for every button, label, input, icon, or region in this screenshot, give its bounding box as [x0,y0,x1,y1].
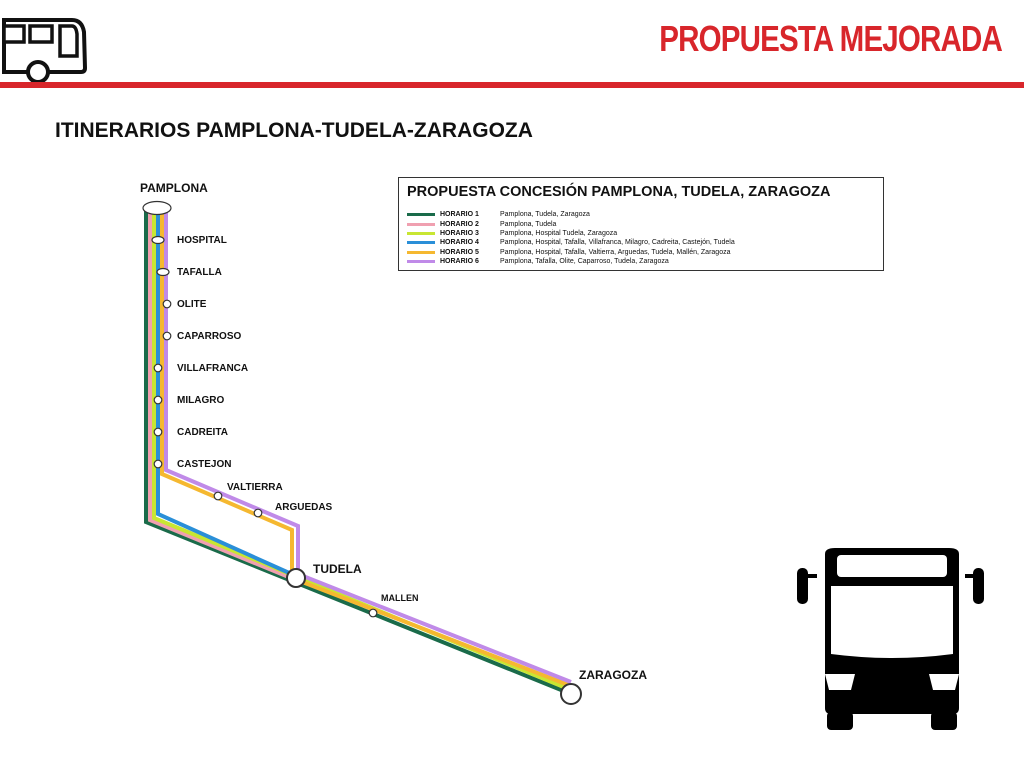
legend-swatch [407,241,435,244]
legend-swatch [407,232,435,235]
stop-marker-olite [163,300,171,308]
stop-label-arguedas: ARGUEDAS [275,502,333,513]
stop-label-valtierra: VALTIERRA [227,482,283,493]
stop-label-tafalla: TAFALLA [177,267,222,278]
stop-marker-pamplona [143,202,171,215]
stop-label-villafranca: VILLAFRANCA [177,363,249,374]
stop-marker-caparroso [163,332,171,340]
legend-name: HORARIO 5 [440,248,479,256]
page-subtitle: ITINERARIOS PAMPLONA-TUDELA-ZARAGOZA [55,119,533,142]
legend-stops: Pamplona, Tudela, Zaragoza [500,211,590,219]
legend-stops: Pamplona, Tudela [500,220,557,228]
legend-row-horario-4 [407,238,735,247]
stop-label-castejon: CASTEJON [177,459,232,470]
stop-marker-tudela [287,569,305,587]
legend-stops: Pamplona, Hospital Tudela, Zaragoza [500,229,618,237]
legend-name: HORARIO 1 [440,211,479,219]
route-line-horario-3 [154,208,571,690]
stop-marker-hospital [152,237,164,244]
page-title: PROPUESTA MEJORADA [659,18,1002,59]
stop-label-olite: OLITE [177,299,207,310]
stop-marker-zaragoza [561,684,581,704]
legend-title: PROPUESTA CONCESIÓN PAMPLONA, TUDELA, ZARAGOZA [407,184,831,200]
stop-label-hospital: HOSPITAL [177,235,227,246]
legend-name: HORARIO 3 [440,229,479,237]
stop-marker-arguedas [254,509,262,517]
legend-swatch [407,223,435,226]
legend-name: HORARIO 4 [440,239,479,247]
legend-name: HORARIO 2 [440,220,479,228]
stop-label-caparroso: CAPARROSO [177,331,242,342]
legend-list [407,210,735,266]
city-label-zaragoza: ZARAGOZA [579,668,647,682]
legend-stops: Pamplona, Tafalla, Olite, Caparroso, Tudela, Zaragoza [500,258,669,266]
legend-name: HORARIO 6 [440,258,479,266]
legend-box [398,177,884,271]
route-line-horario-5 [162,208,571,686]
stop-label-milagro: MILAGRO [177,395,225,406]
city-label-pamplona: PAMPLONA [140,181,208,195]
route-line-horario-1 [146,208,571,694]
legend-row-horario-6 [407,257,735,266]
stop-marker-castejon [154,460,162,468]
stop-marker-mallen [369,609,377,617]
legend-swatch [407,213,435,216]
stop-marker-cadreita [154,428,162,436]
city-label-tudela: TUDELA [313,562,362,576]
stop-marker-villafranca [154,364,162,372]
legend-stops: Pamplona, Hospital, Tafalla, Villafranca, Milagro, Cadreita, Castejón, Tudela [500,239,735,247]
stop-label-mallen: MALLEN [381,593,419,603]
stop-marker-milagro [154,396,162,404]
legend-swatch [407,251,435,254]
stop-marker-tafalla [157,269,169,276]
stop-label-cadreita: CADREITA [177,427,228,438]
legend-row-horario-5 [407,248,735,257]
legend-row-horario-3 [407,229,735,238]
stop-marker-valtierra [214,492,222,500]
legend-swatch [407,260,435,263]
legend-stops: Pamplona, Hospital, Tafalla, Valtierra, Arguedas, Tudela, Mallén, Zaragoza [500,248,731,256]
bus-front-icon [795,548,990,733]
legend-row-horario-1 [407,210,735,219]
legend-row-horario-2 [407,219,735,228]
